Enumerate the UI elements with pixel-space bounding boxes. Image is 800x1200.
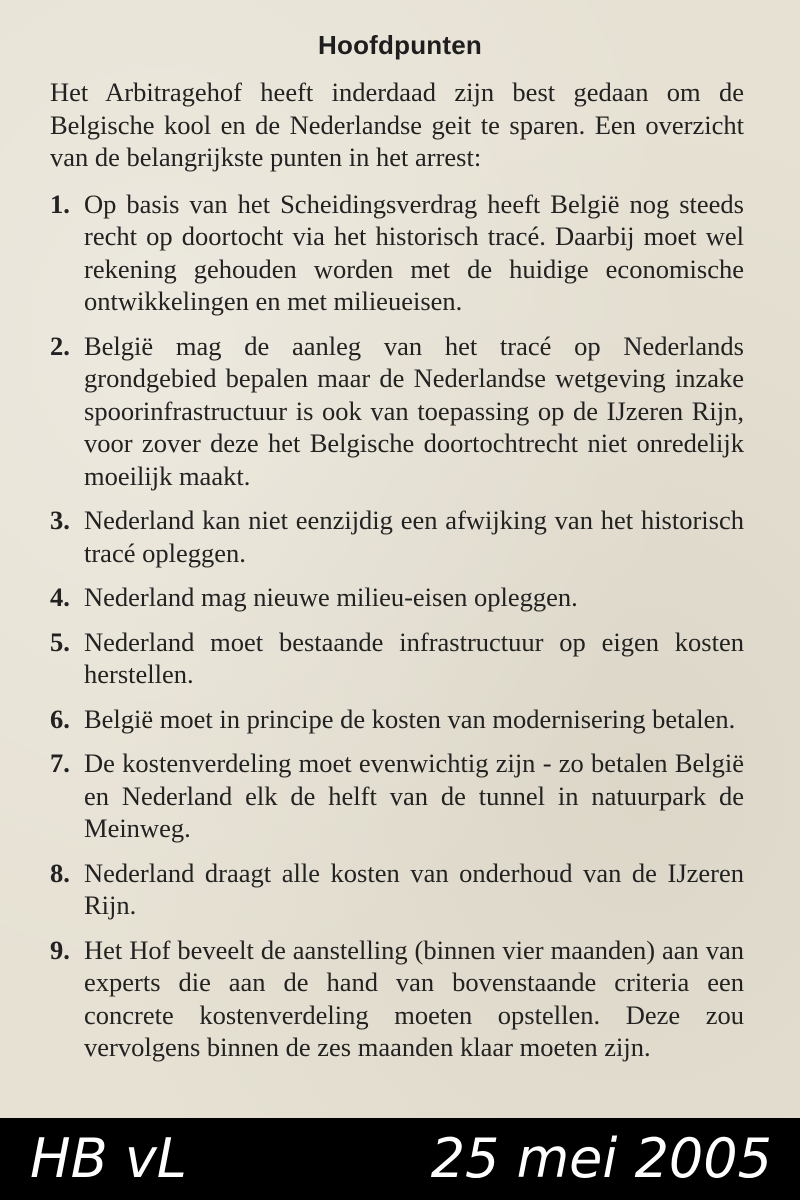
point-text: Nederland kan niet eenzijdig een afwijking van het historisch tracé opleggen. (84, 505, 744, 568)
points-list (50, 188, 744, 1064)
point-number: 3. (50, 505, 70, 535)
point-number: 6. (50, 703, 70, 734)
point-item (50, 581, 744, 614)
point-number: 4. (50, 582, 70, 612)
point-item (50, 188, 744, 318)
point-text: Het Hof beveelt de aanstelling (binnen vier maanden) aan van experts die aan de hand van bovenstaande criteria een concrete kostenverdeling moeten opstellen. Deze zou vervolgens binnen de zes maanden klaar moeten zijn. (84, 934, 744, 1062)
point-item (50, 626, 744, 691)
point-number: 7. (50, 748, 70, 778)
point-item (50, 857, 744, 922)
point-number: 5. (50, 626, 70, 657)
point-item (50, 330, 744, 493)
point-item (50, 504, 744, 569)
point-text: Op basis van het Scheidingsverdrag heeft België nog steeds recht op doortocht via het historisch tracé. Daarbij moet wel rekening gehouden worden met de huidige economische ontwikkelingen en met milieueisen. (84, 188, 744, 316)
source-label: HB vL (30, 1127, 187, 1190)
article-intro: Het Arbitragehof heeft inderdaad zijn best gedaan om de Belgische kool en de Nederlandse geit te sparen. Een overzicht van de belangrijkste punten in het arrest: (50, 77, 744, 172)
point-number: 8. (50, 857, 70, 888)
point-number: 2. (50, 330, 70, 361)
point-item (50, 703, 744, 736)
point-number: 1. (50, 188, 70, 219)
point-text: Nederland draagt alle kosten van onderhoud van de IJzeren Rijn. (84, 857, 744, 920)
point-item (50, 934, 744, 1064)
point-text: België mag de aanleg van het tracé op Nederlands grondgebied bepalen maar de Nederlandse wetgeving inzake spoorinfrastructuur is ook van toepassing op de IJzeren Rijn, voor zover deze het Belgische doortochtrecht niet onredelijk moeilijk maakt. (84, 330, 744, 491)
point-text: De kostenverdeling moet evenwichtig zijn - zo betalen België en Nederland elk de helft van de tunnel in natuurpark de Meinweg. (84, 748, 744, 843)
point-text: Nederland moet bestaande infrastructuur op eigen kosten herstellen. (84, 626, 744, 689)
caption-bar (0, 1118, 800, 1200)
article-body (50, 76, 744, 1076)
article-heading: Hoofdpunten (318, 30, 482, 60)
date-label: 25 mei 2005 (430, 1127, 772, 1190)
point-item (50, 747, 744, 845)
point-text: België moet in principe de kosten van modernisering betalen. (84, 703, 736, 734)
point-text: Nederland mag nieuwe milieu-eisen opleggen. (84, 582, 578, 612)
point-number: 9. (50, 934, 70, 965)
